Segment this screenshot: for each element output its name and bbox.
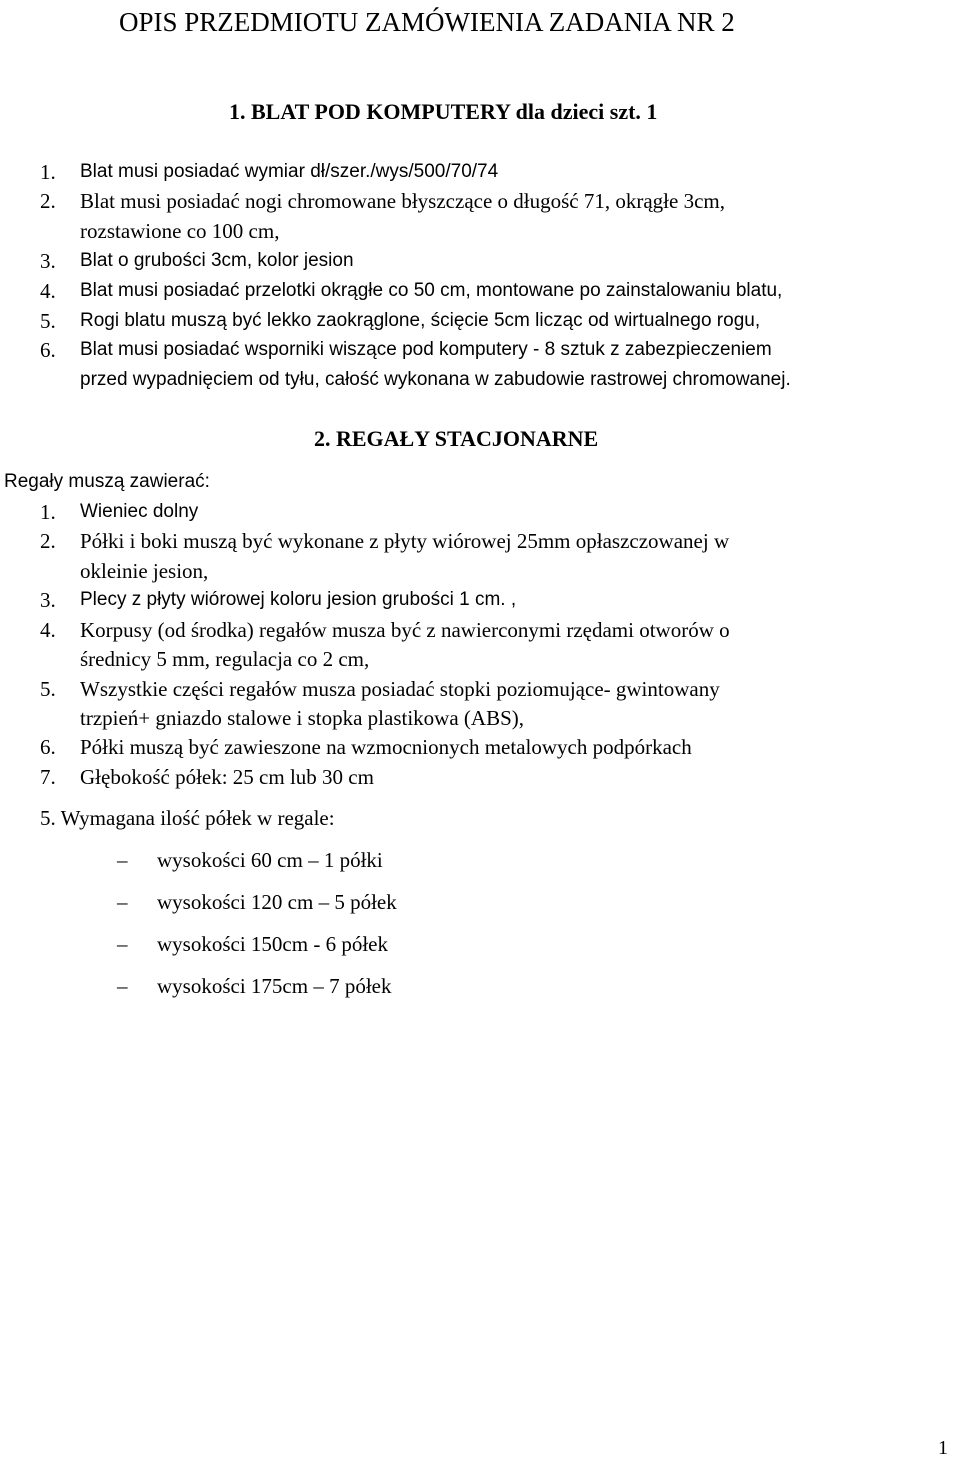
shelf-item-4-text: wysokości 175cm – 7 półek bbox=[157, 974, 392, 998]
s1-item-6-text-2: przed wypadnięciem od tyłu, całość wykonana w zabudowie rastrowej chromowanej. bbox=[80, 369, 791, 390]
s1-item-6-num: 6. bbox=[40, 338, 56, 362]
s2-item-4-text-2: średnicy 5 mm, regulacja co 2 cm, bbox=[80, 647, 370, 671]
shelf-item-3-text: wysokości 150cm - 6 półek bbox=[157, 932, 388, 956]
section-2-heading: 2. REGAŁY STACJONARNE bbox=[314, 426, 599, 451]
shelf-item-3-dash: – bbox=[117, 932, 128, 956]
s1-item-6-text-1: Blat musi posiadać wsporniki wiszące pod komputery - 8 sztuk z zabezpieczeniem bbox=[80, 339, 772, 360]
s2-item-2-text-2: okleinie jesion, bbox=[80, 559, 209, 583]
s2-item-7-num: 7. bbox=[40, 765, 56, 789]
shelf-item-2-text: wysokości 120 cm – 5 półek bbox=[157, 890, 397, 914]
s2-item-4-text-1: Korpusy (od środka) regałów musza być z nawierconymi rzędami otworów o bbox=[80, 618, 730, 642]
page-number: 1 bbox=[938, 1437, 948, 1459]
s1-item-2-text-1: Blat musi posiadać nogi chromowane błyszczące o długość 71, okrągłe 3cm, bbox=[80, 189, 725, 213]
shelf-item-4-dash: – bbox=[117, 974, 128, 998]
s2-item-7-text: Głębokość półek: 25 cm lub 30 cm bbox=[80, 765, 374, 789]
s1-item-4-num: 4. bbox=[40, 279, 56, 303]
s2-item-5-text-2: trzpień+ gniazdo stalowe i stopka plastikowa (ABS), bbox=[80, 706, 525, 730]
section-2-intro: Regały muszą zawierać: bbox=[4, 471, 210, 492]
s1-item-1-num: 1. bbox=[40, 160, 56, 184]
shelves-heading: 5. Wymagana ilość półek w regale: bbox=[40, 806, 335, 830]
s2-item-6-num: 6. bbox=[40, 735, 56, 759]
s2-item-6-text: Półki muszą być zawieszone na wzmocnionych metalowych podpórkach bbox=[80, 735, 692, 759]
s2-item-3-text: Plecy z płyty wiórowej koloru jesion grubości 1 cm. , bbox=[80, 589, 517, 610]
page-title: OPIS PRZEDMIOTU ZAMÓWIENIA ZADANIA NR 2 bbox=[119, 7, 735, 37]
shelf-item-2-dash: – bbox=[117, 890, 128, 914]
s2-item-5-num: 5. bbox=[40, 677, 56, 701]
s1-item-3-num: 3. bbox=[40, 249, 56, 273]
s2-item-2-num: 2. bbox=[40, 529, 56, 553]
shelf-item-1-text: wysokości 60 cm – 1 półki bbox=[157, 848, 383, 872]
s1-item-2-text-2: rozstawione co 100 cm, bbox=[80, 219, 280, 243]
s2-item-1-text: Wieniec dolny bbox=[80, 501, 199, 522]
s1-item-1-text: Blat musi posiadać wymiar dł/szer./wys/500/70/74 bbox=[80, 161, 499, 182]
section-1-heading: 1. BLAT POD KOMPUTERY dla dzieci szt. 1 bbox=[229, 99, 658, 124]
s1-item-3-text: Blat o grubości 3cm, kolor jesion bbox=[80, 250, 354, 271]
s1-item-2-num: 2. bbox=[40, 189, 56, 213]
s2-item-2-text-1: Półki i boki muszą być wykonane z płyty wiórowej 25mm opłaszczowanej w bbox=[80, 529, 730, 553]
s2-item-3-num: 3. bbox=[40, 588, 56, 612]
s1-item-5-text: Rogi blatu muszą być lekko zaokrąglone, ścięcie 5cm licząc od wirtualnego rogu, bbox=[80, 310, 761, 331]
shelf-item-1-dash: – bbox=[117, 848, 128, 872]
s2-item-5-text-1: Wszystkie części regałów musza posiadać stopki poziomujące- gwintowany bbox=[80, 677, 720, 701]
s2-item-1-num: 1. bbox=[40, 500, 56, 524]
s1-item-5-num: 5. bbox=[40, 309, 56, 333]
s2-item-4-num: 4. bbox=[40, 618, 56, 642]
s1-item-4-text: Blat musi posiadać przelotki okrągłe co 50 cm, montowane po zainstalowaniu blatu, bbox=[80, 280, 783, 301]
